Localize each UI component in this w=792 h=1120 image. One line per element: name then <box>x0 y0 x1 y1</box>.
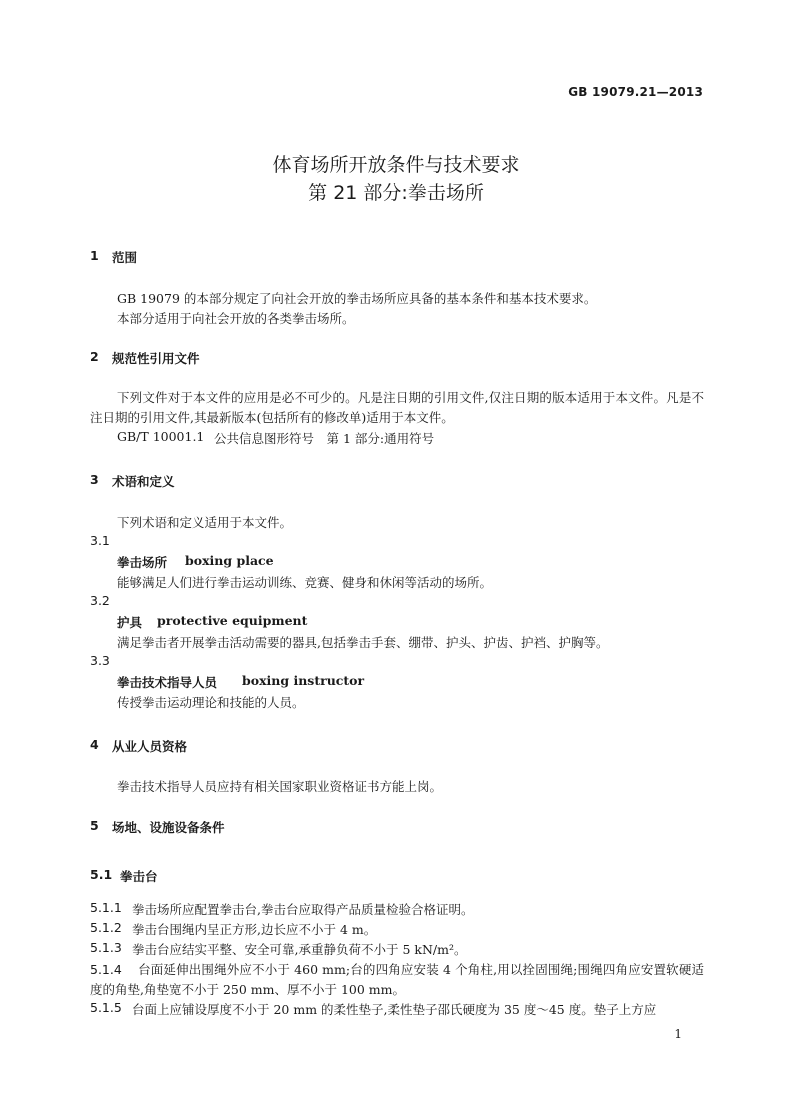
section-1-number: 1 <box>90 248 99 263</box>
clause-text: 拳击台应结实平整、安全可靠,承重静负荷不小于 5 kN/m²。 <box>132 942 467 957</box>
section-5-number: 5 <box>90 818 99 833</box>
term-english: boxing place <box>185 553 274 568</box>
section-4-heading: 从业人员资格 <box>112 739 188 754</box>
clause-text: 拳击台围绳内呈正方形,边长应不小于 4 m。 <box>132 922 377 937</box>
term-english: protective equipment <box>157 613 308 628</box>
section-3-intro: 下列术语和定义适用于本文件。 <box>117 515 293 530</box>
term-number: 3.2 <box>90 593 110 608</box>
term-definition: 满足拳击者开展拳击活动需要的器具,包括拳击手套、绷带、护头、护齿、护裆、护胸等。 <box>117 635 609 650</box>
clause-number: 5.1.3 <box>90 940 122 955</box>
document-code: GB 19079.21—2013 <box>568 85 703 99</box>
clause-5-1-4 <box>90 960 704 999</box>
section-3-heading: 术语和定义 <box>112 474 175 489</box>
term-definition: 传授拳击运动理论和技能的人员。 <box>117 695 305 710</box>
section-4-number: 4 <box>90 737 99 752</box>
term-chinese: 护具 <box>117 615 143 630</box>
term-english: boxing instructor <box>242 673 365 688</box>
clause-text: 台面上应铺设厚度不小于 20 mm 的柔性垫子,柔性垫子邵氏硬度为 35 度～45 度。垫子上方应 <box>132 1002 657 1017</box>
page-number: 1 <box>674 1027 682 1041</box>
section-1-heading: 范围 <box>112 250 138 265</box>
term-definition: 能够满足人们进行拳击运动训练、竞赛、健身和休闲等活动的场所。 <box>117 575 493 590</box>
normative-reference-code: GB/T 10001.1 <box>117 429 205 444</box>
clause-number: 5.1.1 <box>90 900 122 915</box>
section-2-heading: 规范性引用文件 <box>112 351 200 366</box>
section-2-paragraph-1: 下列文件对于本文件的应用是必不可少的。凡是注日期的引用文件,仅注日期的版本适用于本文件。凡是不注日期的引用文件,其最新版本(包括所有的修改单)适用于本文件。 <box>90 390 704 425</box>
term-number: 3.1 <box>90 533 110 548</box>
subsection-heading: 拳击台 <box>120 869 158 884</box>
title-line-1: 体育场所开放条件与技术要求 <box>272 154 520 176</box>
title-line-2: 第 21 部分:拳击场所 <box>308 182 484 204</box>
section-5-heading: 场地、设施设备条件 <box>112 820 225 835</box>
term-chinese: 拳击场所 <box>117 555 168 570</box>
section-1-paragraph-2: 本部分适用于向社会开放的各类拳击场所。 <box>117 311 355 326</box>
clause-text: 台面延伸出围绳外应不小于 460 mm;台的四角应安装 4 个角柱,用以拴固围绳;围绳四角应安置软硬适度的角垫,角垫宽不小于 250 mm、厚不小于 100 mm。 <box>90 962 704 997</box>
clause-text: 拳击场所应配置拳击台,拳击台应取得产品质量检验合格证明。 <box>132 902 474 917</box>
clause-number: 5.1.2 <box>90 920 122 935</box>
term-number: 3.3 <box>90 653 110 668</box>
section-1-paragraph-1: GB 19079 的本部分规定了向社会开放的拳击场所应具备的基本条件和基本技术要求。 <box>117 291 597 306</box>
section-2-number: 2 <box>90 349 99 364</box>
normative-reference-title: 公共信息图形符号 第 1 部分:通用符号 <box>214 431 435 446</box>
term-chinese: 拳击技术指导人员 <box>117 675 218 690</box>
subsection-number: 5.1 <box>90 867 113 882</box>
clause-number: 5.1.4 <box>90 962 122 977</box>
clause-number: 5.1.5 <box>90 1000 122 1015</box>
section-3-number: 3 <box>90 472 99 487</box>
section-4-paragraph-1: 拳击技术指导人员应持有相关国家职业资格证书方能上岗。 <box>117 779 443 794</box>
